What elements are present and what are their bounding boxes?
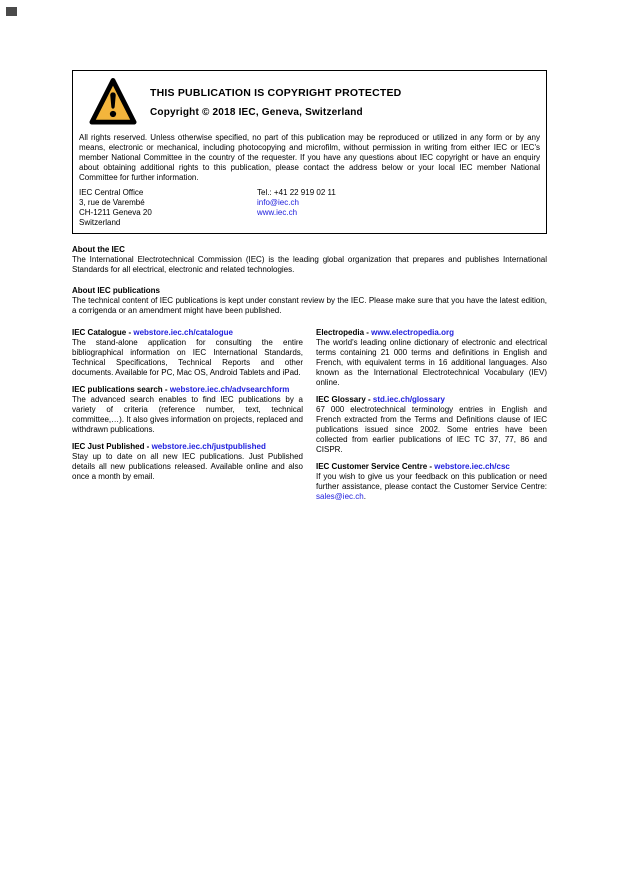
copyright-body-text: All rights reserved. Unless otherwise specified, no part of this publication may be reproduced or utilized in any form or by any means, electronic or mechanical, including photocopying and microfilm, without permission in writing from either IEC or IEC's member National Committee in the country of the requester. If you have any questions about IEC copyright or have an enquiry about obtaining additional rights to this publication, please contact the address below or your local IEC member National Committee for further information. — [79, 133, 540, 182]
justpublished-link[interactable]: webstore.iec.ch/justpublished — [151, 442, 266, 451]
iec-postal-address — [79, 188, 257, 228]
csc-body-text: If you wish to give us your feedback on this publication or need further assistance, please contact the Customer Service Centre: — [316, 472, 547, 491]
csc-body-end: . — [363, 492, 366, 501]
resource-description: The advanced search enables to find IEC publications by a variety of criteria (reference number, text, technical committee,…). It also gives information on projects, replaced and withdrawn publications. — [72, 395, 303, 434]
resource-heading — [316, 462, 547, 472]
address-line: Switzerland — [79, 218, 121, 227]
resource-electropedia — [316, 328, 547, 388]
resource-heading — [72, 328, 303, 338]
copyright-box-header — [78, 76, 541, 128]
csc-link[interactable]: webstore.iec.ch/csc — [434, 462, 510, 471]
about-publications-heading: About IEC publications — [72, 286, 160, 295]
phone-number: Tel.: +41 22 919 02 11 — [257, 188, 336, 197]
resource-heading — [316, 395, 547, 405]
glossary-link[interactable]: std.iec.ch/glossary — [372, 395, 445, 404]
about-publications-section — [72, 286, 547, 316]
copyright-subtitle: Copyright © 2018 IEC, Geneva, Switzerland — [150, 106, 363, 118]
about-iec-heading: About the IEC — [72, 245, 125, 254]
resource-heading — [316, 328, 547, 338]
resource-heading — [72, 442, 303, 452]
advsearch-link[interactable]: webstore.iec.ch/advsearchform — [169, 385, 290, 394]
sales-email-link[interactable]: sales@iec.ch — [316, 492, 364, 501]
about-iec-body: The International Electrotechnical Commission (IEC) is the leading global organization that prepares and publishes International Standards for all electrical, electronic and related technologies. — [72, 255, 547, 274]
copyright-box-titles — [150, 87, 401, 118]
electropedia-link[interactable]: www.electropedia.org — [371, 328, 454, 337]
resource-description: The world's leading online dictionary of electronic and electrical terms containing 21 000 terms and definitions in English and French, with equivalent terms in 16 additional languages. Also known as the International Electrotechnical Vocabulary (IEV) online. — [316, 338, 547, 387]
resource-just-published — [72, 442, 303, 482]
resource-glossary — [316, 395, 547, 455]
page-corner-artifact — [6, 7, 17, 16]
resource-title: IEC Catalogue - — [72, 328, 134, 337]
resource-title: IEC Glossary - — [316, 395, 373, 404]
copyright-title: THIS PUBLICATION IS COPYRIGHT PROTECTED — [150, 86, 402, 99]
page-content — [72, 70, 547, 509]
address-line: 3, rue de Varembé — [79, 198, 145, 207]
copyright-notice-box — [72, 70, 547, 234]
resource-customer-service — [316, 462, 547, 502]
iec-address-block — [78, 188, 541, 230]
resource-description: The stand-alone application for consulting the entire bibliographical information on IEC International Standards, Technical Specifications, Technical Reports and other documents. Available for PC, Mac OS, Android Tablets and iPad. — [72, 338, 303, 377]
email-link[interactable]: info@iec.ch — [257, 198, 299, 207]
resource-title: Electropedia - — [316, 328, 372, 337]
resource-description — [316, 472, 547, 502]
resource-title: IEC publications search - — [72, 385, 170, 394]
resource-description: 67 000 electrotechnical terminology entries in English and French extracted from the Terms and Definitions clause of IEC publications issued since 2002. Some entries have been collected from earlier publications of IEC TC 37, 77, 86 and CISPR. — [316, 405, 547, 454]
address-line: IEC Central Office — [79, 188, 144, 197]
resources-left-column — [72, 328, 303, 509]
resource-title: IEC Just Published - — [72, 442, 152, 451]
resource-title: IEC Customer Service Centre - — [316, 462, 435, 471]
resources-right-column — [316, 328, 547, 509]
resource-heading — [72, 385, 303, 395]
resources-columns — [72, 328, 547, 509]
about-iec-section — [72, 245, 547, 275]
website-link[interactable]: www.iec.ch — [257, 208, 298, 217]
warning-triangle-icon — [89, 76, 137, 128]
about-publications-body: The technical content of IEC publications is kept under constant review by the IEC. Please make sure that you have the latest edition, a corrigenda or an amendment might have been published. — [72, 296, 547, 315]
address-line: CH-1211 Geneva 20 — [79, 208, 152, 217]
resource-description: Stay up to date on all new IEC publications. Just Published details all new publications released. Available online and also once a month by email. — [72, 452, 303, 481]
catalogue-link[interactable]: webstore.iec.ch/catalogue — [133, 328, 233, 337]
resource-iec-catalogue — [72, 328, 303, 378]
iec-contact-info — [257, 188, 336, 228]
resource-publications-search — [72, 385, 303, 435]
